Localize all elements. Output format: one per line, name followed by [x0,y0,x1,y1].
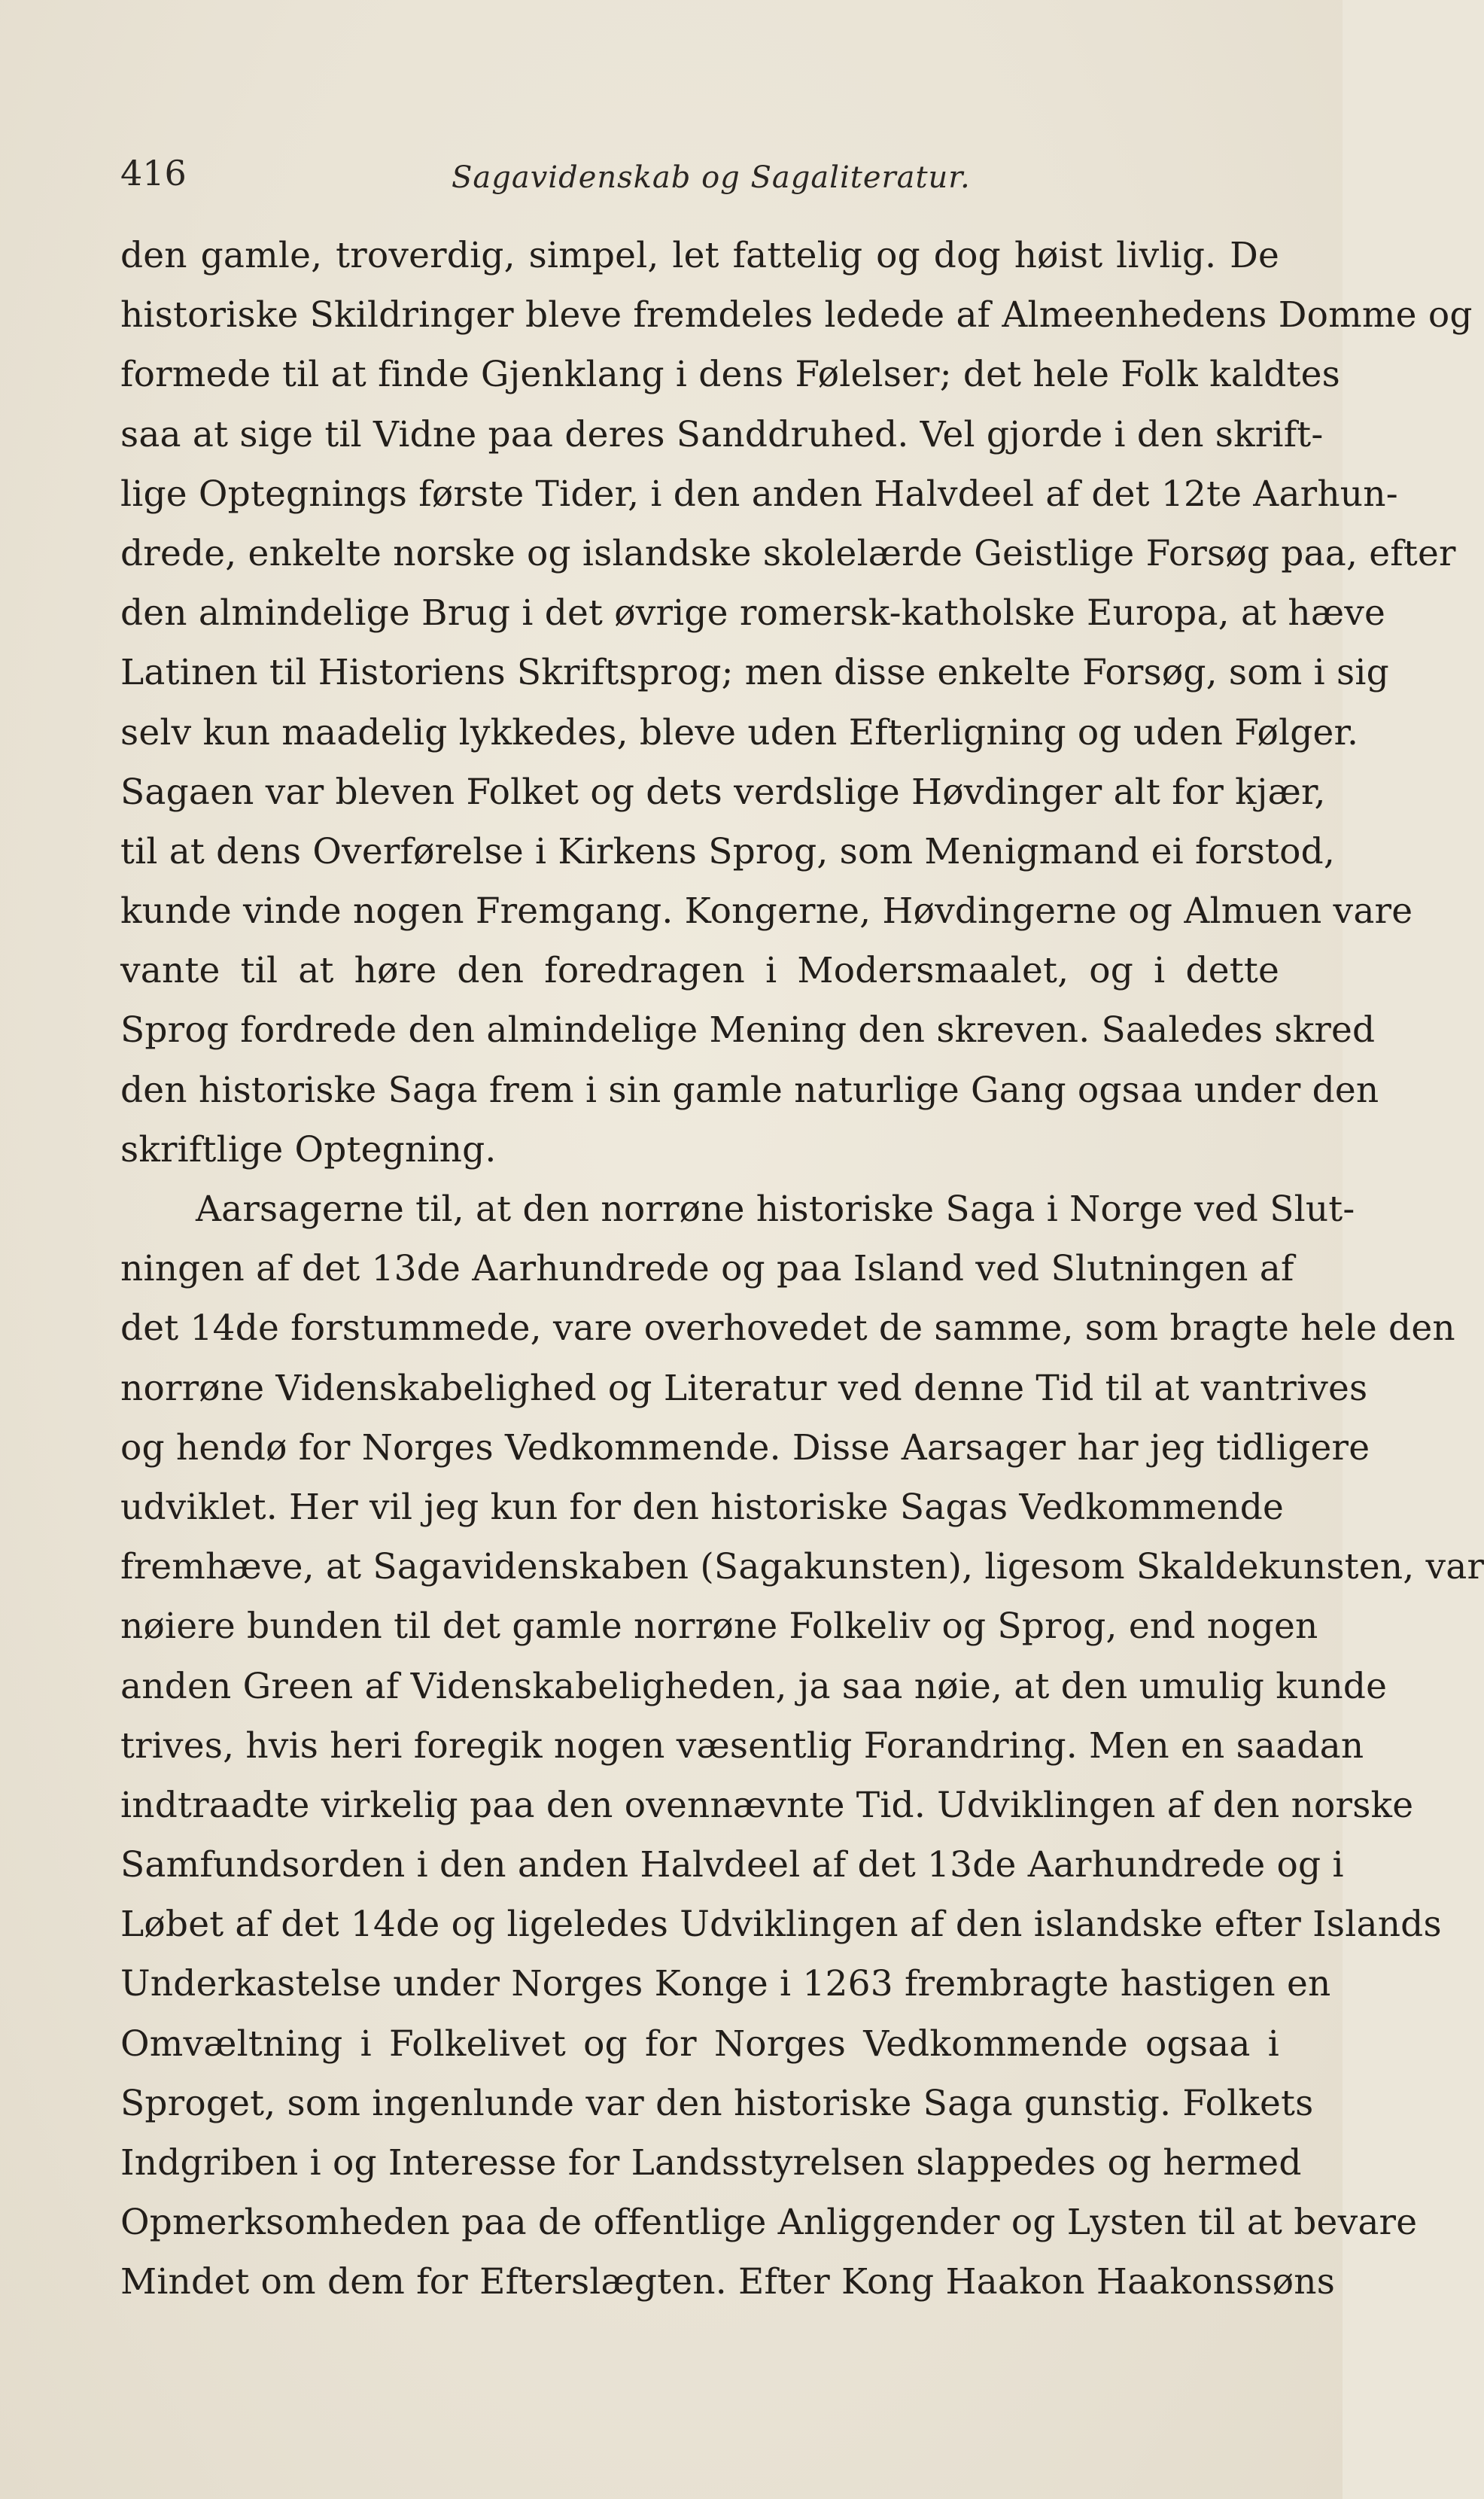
text-line: nøiere bunden til det gamle norrøne Folkeliv og Sprog, end nogen [120,1606,1318,1648]
text-line: den gamle, troverdig, simpel, let fattelig og dog høist livlig. De [120,235,1279,276]
page-header [120,151,1279,196]
text-line: Sprog fordrede den almindelige Mening den skreven. Saaledes skred [120,1009,1376,1052]
running-title: Sagavidenskab og Sagaliteratur. [452,160,971,195]
text-line: kunde vinde nogen Fremgang. Kongerne, Høvdingerne og Almuen vare [120,890,1413,933]
text-line-paragraph-start: Aarsagerne til, at den norrøne historiske Saga i Norge ved Slut- [196,1189,1355,1230]
text-line: anden Green af Videnskabeligheden, ja saa nøie, at den umulig kunde [120,1665,1388,1707]
text-line: Løbet af det 14de og ligeledes Udviklingen af den islandske efter Islands [120,1904,1442,1946]
body-text [120,226,1484,2312]
text-line: Samfundsorden i den anden Halvdeel af det 13de Aarhundrede og i [120,1844,1344,1886]
text-line: den almindelige Brug i det øvrige romersk-katholske Europa, at hæve [120,592,1386,635]
text-line: indtraadte virkelig paa den ovennævnte Tid. Udviklingen af den norske [120,1784,1414,1826]
text-line: fremhæve, at Sagavidenskaben (Sagakunsten), ligesom Skaldekunsten, var [120,1546,1484,1588]
text-line: lige Optegnings første Tider, i den anden Halvdeel af det 12te Aarhun- [120,473,1398,515]
text-line: til at dens Overførelse i Kirkens Sprog, som Menigmand ei forstod, [120,830,1336,872]
text-line: drede, enkelte norske og islandske skolelærde Geistlige Forsøg paa, efter [120,532,1456,574]
text-line: udviklet. Her vil jeg kun for den historiske Sagas Vedkommende [120,1486,1285,1528]
text-line: ningen af det 13de Aarhundrede og paa Island ved Slutningen af [120,1248,1294,1290]
text-line-paragraph-end: skriftlige Optegning. [120,1128,497,1170]
text-line: Opmerksomheden paa de offentlige Anliggender og Lysten til at bevare [120,2202,1418,2244]
text-line: den historiske Saga frem i sin gamle naturlige Gang ogsaa under den [120,1069,1379,1111]
text-line: Latinen til Historiens Skriftsprog; men disse enkelte Forsøg, som i sig [120,652,1389,694]
text-line: Indgriben i og Interesse for Landsstyrelsen slappedes og hermed [120,2142,1302,2184]
text-line: Omvæltning i Folkelivet og for Norges Vedkommende ogsaa i [120,2023,1279,2065]
text-line: saa at sige til Vidne paa deres Sanddruhed. Vel gjorde i den skrift- [120,413,1324,455]
text-line: og hendø for Norges Vedkommende. Disse Aarsager har jeg tidligere [120,1426,1370,1469]
text-line: selv kun maadelig lykkedes, bleve uden Efterligning og uden Følger. [120,711,1359,753]
text-line: det 14de forstummede, vare overhovedet de samme, som bragte hele den [120,1307,1455,1350]
text-line: Sproget, som ingenlunde var den historiske Saga gunstig. Folkets [120,2082,1314,2124]
text-line: trives, hvis heri foregik nogen væsentlig Forandring. Men en saadan [120,1724,1364,1767]
text-line: Sagaen var bleven Folket og dets verdslige Høvdinger alt for kjær, [120,771,1326,813]
page-number: 416 [120,153,187,193]
text-line: Underkastelse under Norges Konge i 1263 frembragte hastigen en [120,1963,1331,2005]
text-line: historiske Skildringer bleve fremdeles ledede af Almeenhedens Domme og [120,294,1473,336]
text-line: Mindet om dem for Efterslægten. Efter Kong Haakon Haakonssøns [120,2261,1336,2303]
text-line: norrøne Videnskabelighed og Literatur ved denne Tid til at vantrives [120,1367,1368,1409]
text-line: vante til at høre den foredragen i Modersmaalet, og i dette [120,950,1279,992]
text-line: formede til at finde Gjenklang i dens Følelser; det hele Folk kaldtes [120,354,1340,396]
